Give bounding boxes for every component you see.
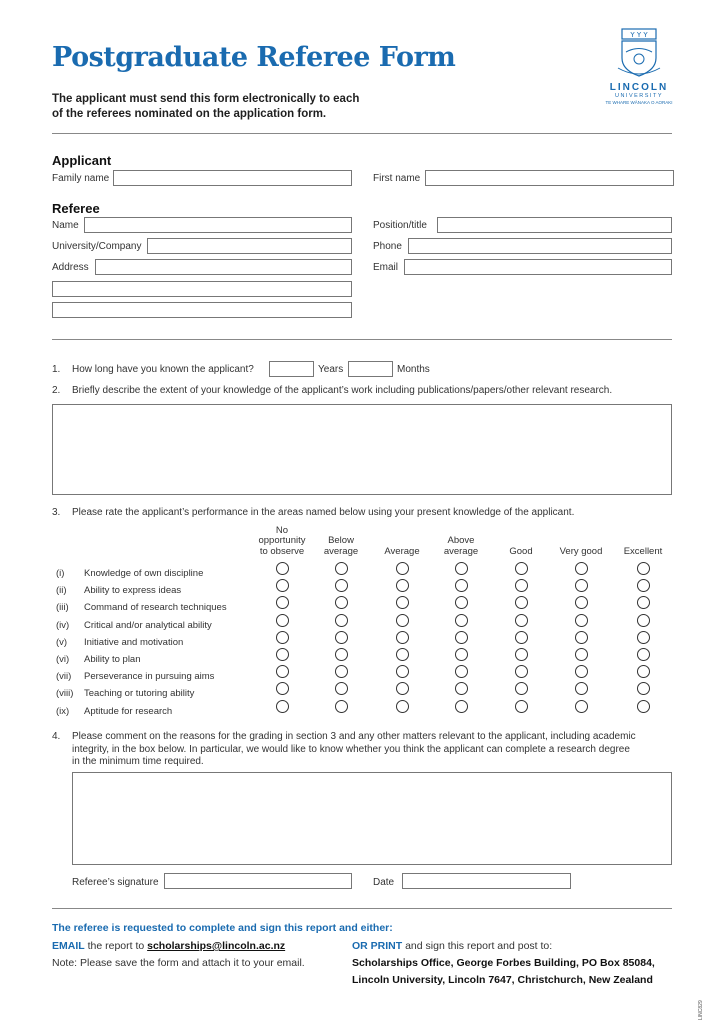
print-instruction xyxy=(352,940,552,952)
referee-name-label: Name xyxy=(52,220,79,231)
rating-radio[interactable] xyxy=(396,631,409,644)
q4-line-1: Please comment on the reasons for the grading in section 3 and any other matters relevant to the applicant, including academic xyxy=(72,731,636,742)
signature-field[interactable] xyxy=(164,873,352,889)
rating-row-number: (vi) xyxy=(56,654,70,665)
address-line-1: Scholarships Office, George Forbes Building, PO Box 85084, xyxy=(352,957,655,969)
q3-number: 3. xyxy=(52,507,61,518)
rating-radio[interactable] xyxy=(637,665,650,678)
address-field-2[interactable] xyxy=(52,281,352,297)
rating-radio[interactable] xyxy=(637,596,650,609)
address-label: Address xyxy=(52,262,89,273)
rating-radio[interactable] xyxy=(396,700,409,713)
rating-radio[interactable] xyxy=(276,665,289,678)
rating-column-header-line: Average xyxy=(384,545,420,557)
university-field[interactable] xyxy=(147,238,352,254)
rating-radio[interactable] xyxy=(515,700,528,713)
rating-radio[interactable] xyxy=(637,631,650,644)
position-label: Position/title xyxy=(373,220,427,231)
rating-radio[interactable] xyxy=(575,631,588,644)
address-field-1[interactable] xyxy=(95,259,352,275)
university-logo xyxy=(600,28,678,105)
referee-heading: Referee xyxy=(52,201,100,216)
rating-radio[interactable] xyxy=(396,596,409,609)
q4-line-3: in the minimum time required. xyxy=(72,756,204,767)
svg-text:Y Y Y: Y Y Y xyxy=(630,31,648,39)
print-strong: OR PRINT xyxy=(352,940,403,952)
rating-radio[interactable] xyxy=(276,648,289,661)
intro-text xyxy=(52,92,432,122)
q4-text xyxy=(72,731,636,769)
phone-field[interactable] xyxy=(408,238,672,254)
rating-radio[interactable] xyxy=(515,631,528,644)
document-code: LINC829 xyxy=(698,1000,704,1020)
rating-radio[interactable] xyxy=(335,579,348,592)
rating-radio[interactable] xyxy=(575,682,588,695)
rating-radio[interactable] xyxy=(637,614,650,627)
intro-line-2: of the referees nominated on the application form. xyxy=(52,108,327,120)
rating-radio[interactable] xyxy=(335,648,348,661)
months-field[interactable] xyxy=(348,361,393,377)
rating-row-number: (iv) xyxy=(56,619,70,631)
email-link[interactable]: scholarships@lincoln.ac.nz xyxy=(147,940,286,952)
print-text: and sign this report and post to: xyxy=(402,940,553,952)
years-label: Years xyxy=(318,364,344,375)
family-name-label: Family name xyxy=(52,173,110,184)
rating-radio[interactable] xyxy=(455,614,468,627)
rating-row-label: Perseverance in pursuing aims xyxy=(84,671,215,683)
q4-answer-box[interactable] xyxy=(72,772,672,865)
rating-radio[interactable] xyxy=(455,631,468,644)
applicant-heading: Applicant xyxy=(52,153,112,168)
rating-radio[interactable] xyxy=(276,682,289,695)
rating-row-label: Ability to express ideas xyxy=(84,585,182,597)
rating-radio[interactable] xyxy=(455,665,468,678)
rating-column-header-line: Good xyxy=(509,545,533,557)
rating-row-label: Teaching or tutoring ability xyxy=(84,688,195,700)
first-name-field[interactable] xyxy=(425,170,674,186)
rating-radio[interactable] xyxy=(276,700,289,713)
rating-radio[interactable] xyxy=(335,614,348,627)
rating-column-header-line: Below xyxy=(328,535,354,546)
form-title: Postgraduate Referee Form xyxy=(52,42,456,73)
address-field-3[interactable] xyxy=(52,302,352,318)
rating-row-number: (ii) xyxy=(56,585,67,597)
years-field[interactable] xyxy=(269,361,314,377)
rating-column-header-line: No xyxy=(275,524,289,536)
q4-line-2: integrity, in the box below. In particular, we would like to know whether you think the applicant can complete a research degree xyxy=(72,743,630,755)
rating-radio[interactable] xyxy=(276,562,289,575)
q3-text: Please rate the applicant’s performance in the areas named below using your present knowledge of the applicant. xyxy=(72,507,575,518)
rating-radio[interactable] xyxy=(396,562,409,575)
months-label: Months xyxy=(397,364,430,375)
rating-radio[interactable] xyxy=(515,648,528,661)
rating-radio[interactable] xyxy=(396,648,409,661)
q4-number: 4. xyxy=(52,731,61,742)
phone-label: Phone xyxy=(373,241,402,252)
rating-radio[interactable] xyxy=(575,700,588,713)
rating-row-number: (ix) xyxy=(56,705,70,717)
divider xyxy=(52,908,672,909)
rating-radio[interactable] xyxy=(276,631,289,644)
rating-radio[interactable] xyxy=(396,579,409,592)
rating-column-header-line: to observe xyxy=(259,545,305,557)
rating-radio[interactable] xyxy=(637,562,650,575)
rating-radio[interactable] xyxy=(335,596,348,609)
rating-radio[interactable] xyxy=(455,579,468,592)
rating-radio[interactable] xyxy=(575,665,588,678)
rating-radio[interactable] xyxy=(575,596,588,609)
rating-radio[interactable] xyxy=(515,665,528,678)
rating-radio[interactable] xyxy=(575,614,588,627)
q1-text: How long have you known the applicant? xyxy=(72,364,254,375)
rating-radio[interactable] xyxy=(515,614,528,627)
rating-column-header-line: Above xyxy=(447,535,475,546)
rating-row-label: Knowledge of own discipline xyxy=(84,568,204,579)
rating-row-number: (iii) xyxy=(56,602,69,614)
rating-column-header-line: Excellent xyxy=(623,545,663,557)
rating-row-label: Critical and/or analytical ability xyxy=(84,619,212,631)
rating-column-header-line: Very good xyxy=(559,545,603,557)
rating-radio[interactable] xyxy=(637,648,650,661)
email-strong: EMAIL xyxy=(52,940,85,952)
rating-row-number: (v) xyxy=(56,636,68,648)
logo-sub: UNIVERSITY xyxy=(614,93,663,99)
q1-number: 1. xyxy=(52,364,61,375)
rating-row-label: Aptitude for research xyxy=(84,705,173,717)
rating-radio[interactable] xyxy=(396,665,409,678)
rating-radio[interactable] xyxy=(515,596,528,609)
q2-answer-box[interactable] xyxy=(52,404,672,495)
rating-radio[interactable] xyxy=(575,579,588,592)
rating-radio[interactable] xyxy=(575,648,588,661)
rating-radio[interactable] xyxy=(455,700,468,713)
rating-radio[interactable] xyxy=(335,700,348,713)
rating-row-number: (vii) xyxy=(56,671,72,683)
rating-radio[interactable] xyxy=(335,682,348,695)
rating-row-label: Initiative and motivation xyxy=(84,636,184,648)
rating-row-number: (i) xyxy=(56,568,65,579)
q2-number: 2. xyxy=(52,385,61,396)
rating-radio[interactable] xyxy=(637,682,650,695)
rating-radio[interactable] xyxy=(515,682,528,695)
address-line-2: Lincoln University, Lincoln 7647, Christchurch, New Zealand xyxy=(352,974,653,986)
rating-radio[interactable] xyxy=(276,579,289,592)
rating-row-label: Command of research techniques xyxy=(84,602,227,614)
rating-radio[interactable] xyxy=(276,614,289,627)
university-label: University/Company xyxy=(52,241,142,252)
rating-radio[interactable] xyxy=(455,648,468,661)
position-field[interactable] xyxy=(437,217,672,233)
divider xyxy=(52,133,672,134)
referee-name-field[interactable] xyxy=(84,217,352,233)
rating-radio[interactable] xyxy=(335,562,348,575)
logo-tagline: TE WHARE WĀNAKA O AORAKI xyxy=(605,100,673,105)
intro-line-1: The applicant must send this form electronically to each xyxy=(52,93,360,105)
footer-request: The referee is requested to complete and sign this report and either: xyxy=(52,922,393,934)
email-field[interactable] xyxy=(404,259,672,275)
rating-radio[interactable] xyxy=(455,596,468,609)
rating-radio[interactable] xyxy=(396,614,409,627)
rating-radio[interactable] xyxy=(637,579,650,592)
rating-column-header-line: average xyxy=(323,545,359,557)
rating-radio[interactable] xyxy=(515,562,528,575)
rating-column-header-line: opportunity xyxy=(258,535,306,546)
rating-row-label: Ability to plan xyxy=(84,654,141,665)
rating-radio[interactable] xyxy=(455,562,468,575)
rating-radio[interactable] xyxy=(335,665,348,678)
save-note: Note: Please save the form and attach it to your email. xyxy=(52,957,305,969)
email-instruction xyxy=(52,940,285,952)
logo-name: LINCOLN xyxy=(609,82,669,93)
divider xyxy=(52,339,672,340)
first-name-label: First name xyxy=(373,173,421,184)
rating-radio[interactable] xyxy=(276,596,289,609)
rating-radio[interactable] xyxy=(637,700,650,713)
rating-radio[interactable] xyxy=(396,682,409,695)
family-name-field[interactable] xyxy=(113,170,352,186)
rating-radio[interactable] xyxy=(515,579,528,592)
q2-text: Briefly describe the extent of your knowledge of the applicant’s work including publications/papers/other relevant research. xyxy=(72,385,613,396)
date-label: Date xyxy=(373,877,395,888)
rating-radio[interactable] xyxy=(455,682,468,695)
rating-radio[interactable] xyxy=(575,562,588,575)
crest-icon xyxy=(616,28,662,80)
rating-column-header-line: average xyxy=(443,545,479,557)
email-label: Email xyxy=(373,262,399,273)
date-field[interactable] xyxy=(402,873,571,889)
rating-row-number: (viii) xyxy=(56,688,74,700)
rating-column-header xyxy=(603,547,683,558)
postal-address xyxy=(352,955,655,989)
rating-radio[interactable] xyxy=(335,631,348,644)
signature-label: Referee’s signature xyxy=(72,877,159,888)
email-text: the report to xyxy=(84,940,148,952)
